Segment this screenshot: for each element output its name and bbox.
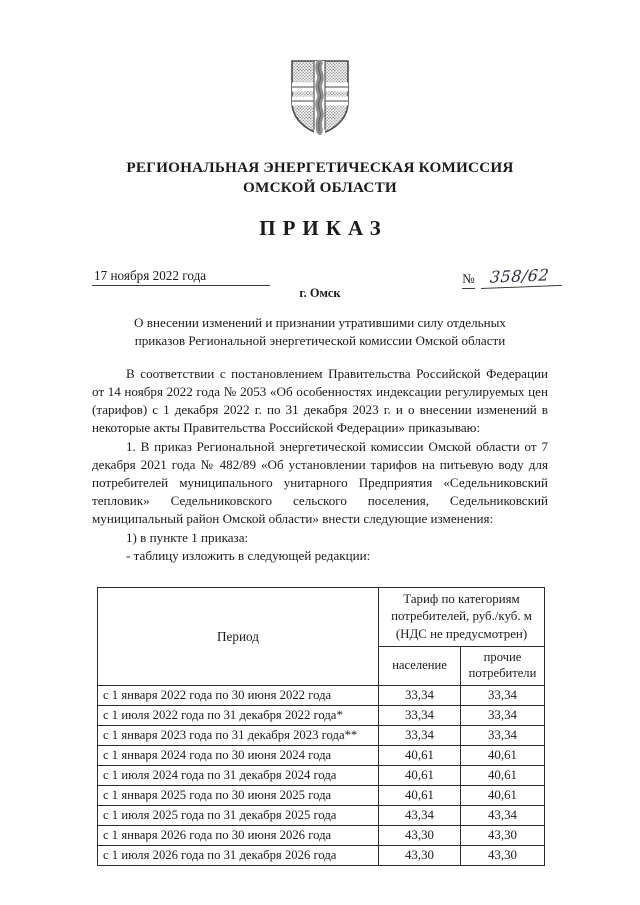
sub-item-dash: - таблицу изложить в следующей редакции: [126,547,371,563]
column-header-other-consumers [461,647,545,686]
organization-title-line1: РЕГИОНАЛЬНАЯ ЭНЕРГЕТИЧЕСКАЯ КОМИССИЯ [126,159,514,176]
cell-population-tariff: 43,34 [379,806,461,826]
cell-period: с 1 июля 2024 года по 31 декабря 2024 года [98,766,379,786]
cell-period: с 1 января 2026 года по 30 июня 2026 года [98,826,379,846]
document-subject [92,314,548,351]
sub-item-1: 1) в пункте 1 приказа: [126,529,249,545]
cell-period: с 1 июля 2026 года по 31 декабря 2026 года [98,846,379,866]
table-row [98,766,545,786]
table-row [98,806,545,826]
cell-population-tariff: 33,34 [379,706,461,726]
omsk-oblast-coat-of-arms-icon [289,58,351,136]
emblem-container [0,58,640,136]
document-subject-line1: О внесении изменений и признании утратившими силу отдельных [134,315,506,330]
table-row [98,686,545,706]
cell-other-tariff: 40,61 [461,746,545,766]
tariff-table-head [98,588,545,686]
cell-other-tariff: 40,61 [461,766,545,786]
table-row [98,826,545,846]
column-header-other-line2: потребители [468,666,537,680]
cell-population-tariff: 33,34 [379,686,461,706]
organization-title [0,158,640,198]
table-row [98,746,545,766]
cell-other-tariff: 33,34 [461,726,545,746]
table-row [98,706,545,726]
document-kind-heading: ПРИКАЗ [259,216,388,240]
cell-other-tariff: 40,61 [461,786,545,806]
document-number-group [462,265,562,289]
document-meta-row [0,265,640,308]
organization-title-line2: ОМСКОЙ ОБЛАСТИ [243,179,397,196]
column-header-tariff-line2: потребителей, руб./куб. м [391,609,532,624]
cell-population-tariff: 43,30 [379,826,461,846]
cell-population-tariff: 40,61 [379,786,461,806]
tariff-table [97,587,545,866]
cell-other-tariff: 33,34 [461,686,545,706]
cell-period: с 1 июля 2025 года по 31 декабря 2025 года [98,806,379,826]
paragraph-item-1: 1. В приказ Региональной энергетической комиссии Омской области от 7 декабря 2021 года № 482/89 «Об установлении тарифов на питьевую воду для потребителей муниципального унитарного Предприятия «Седельниковский тепловик» Седельниковского сельского поселения, Седельниковский муниципальный район Омской области» внести следующие изменения: [92,438,548,527]
document-date: 17 ноября 2022 года [92,268,270,286]
cell-population-tariff: 43,30 [379,846,461,866]
document-number-value: 358/62 [481,265,564,289]
document-subject-line2: приказов Региональной энергетической комиссии Омской области [134,333,506,349]
column-header-tariff [379,588,545,647]
cell-other-tariff: 43,30 [461,846,545,866]
column-header-period: Период [98,588,379,686]
cell-other-tariff: 43,34 [461,806,545,826]
table-row [98,846,545,866]
column-header-other-line1: прочие [483,650,522,665]
document-body [92,314,548,565]
document-city: г. Омск [299,286,341,300]
table-header-row-1 [98,588,545,647]
cell-period: с 1 января 2023 года по 31 декабря 2023 года** [98,726,379,746]
cell-population-tariff: 40,61 [379,746,461,766]
cell-population-tariff: 33,34 [379,726,461,746]
table-row [98,786,545,806]
paragraph-intro: В соответствии с постановлением Правительства Российской Федерации от 14 ноября 2022 года № 2053 «Об особенностях индексации регулируемых цен (тарифов) с 1 декабря 2022 г. по 31 декабря 2023 г. и о внесении изменений в некоторые акты Правительства Российской Федерации» приказываю: [92,365,548,436]
column-header-tariff-line1: Тариф по категориям [403,591,520,606]
column-header-population: население [379,647,461,686]
cell-period: с 1 июля 2022 года по 31 декабря 2022 года* [98,706,379,726]
cell-period: с 1 января 2024 года по 30 июня 2024 года [98,746,379,766]
document-number-label: № [462,271,475,289]
cell-other-tariff: 33,34 [461,706,545,726]
cell-population-tariff: 40,61 [379,766,461,786]
cell-period: с 1 января 2022 года по 30 июня 2022 года [98,686,379,706]
cell-other-tariff: 43,30 [461,826,545,846]
cell-period: с 1 января 2025 года по 30 июня 2025 года [98,786,379,806]
tariff-table-body [98,686,545,866]
table-row [98,726,545,746]
column-header-tariff-line3: (НДС не предусмотрен) [395,626,528,641]
